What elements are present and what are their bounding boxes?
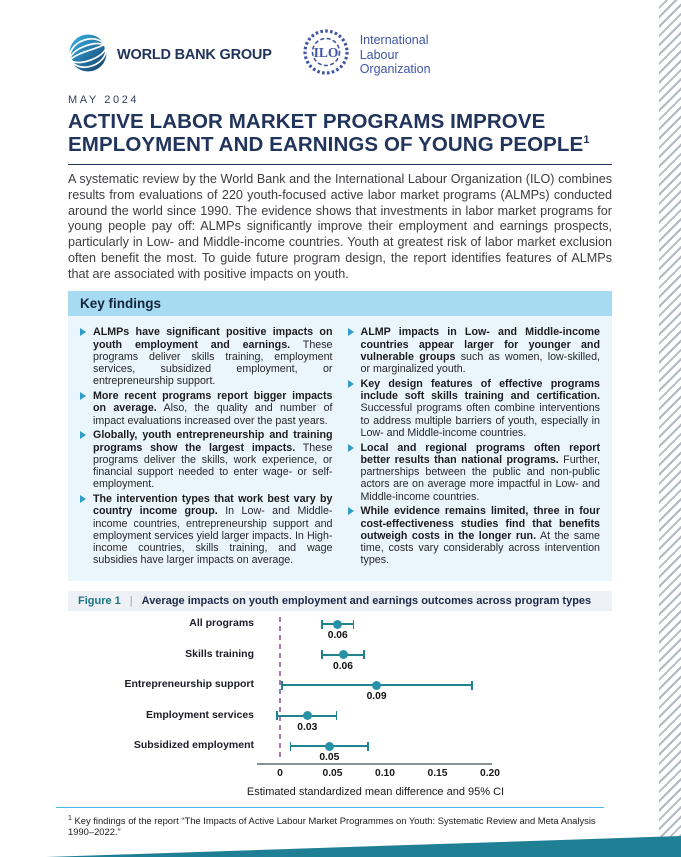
figure-caption-separator: |: [129, 595, 133, 608]
finding-lead: ALMP impacts in Low- and Middle-income countries appear larger for younger and vulnerable groups: [360, 326, 600, 363]
chart-value-label: 0.05: [319, 752, 340, 764]
chart-tick-label: 0.15: [427, 768, 448, 780]
world-bank-globe-icon: [68, 33, 108, 78]
finding-lead: The intervention types that work best vary by country income group.: [93, 493, 333, 518]
figure-number: Figure 1: [78, 595, 121, 608]
footnote-divider: [56, 807, 604, 808]
bullet-arrow-icon: [348, 444, 354, 452]
chart-ci-cap: [353, 620, 355, 629]
key-findings-right-column: [348, 326, 601, 569]
finding-body: These programs deliver skills training, employment services, subsidized employment, or entrepreneurship support.: [93, 338, 333, 388]
chart-point: [339, 650, 348, 659]
figure-caption-bar: [68, 591, 612, 611]
finding-lead: Local and regional programs often report better results than national programs.: [360, 441, 600, 466]
chart-tick-label: 0.10: [374, 768, 396, 780]
chart-point: [372, 681, 381, 690]
bullet-arrow-icon: [80, 431, 86, 439]
footnote-text: Key findings of the report “The Impacts of Active Labour Market Programmes on Youth: Systematic Review and Meta Analysis 1990–2022.”: [68, 815, 596, 838]
finding-item: [348, 442, 601, 503]
figure-section: [68, 591, 612, 803]
finding-lead: ALMPs have significant positive impacts on youth employment and earnings.: [93, 326, 333, 351]
finding-lead: While evidence remains limited, three in four cost-effectiveness studies find that benefits outweigh costs in the longer run.: [360, 505, 600, 542]
chart-point: [333, 620, 342, 629]
chart-value-label: 0.06: [327, 630, 348, 642]
page-title: [68, 111, 612, 157]
ilo-monogram: ILO: [313, 44, 339, 60]
chart-point: [325, 742, 334, 751]
chart-category-label: All programs: [189, 617, 254, 630]
ilo-wordmark-line: Labour: [359, 47, 399, 62]
chart-ci-cap: [367, 742, 369, 751]
title-footnote-marker: 1: [583, 134, 590, 147]
bullet-arrow-icon: [348, 507, 354, 515]
chart-value-label: 0.09: [366, 691, 387, 703]
finding-body: Further, partnerships between the public and non-public actors are on average more impactful in Low- and Middle-income countries.: [360, 453, 601, 503]
bullet-arrow-icon: [348, 328, 354, 336]
finding-body: such as women, low-skilled, or marginalized youth.: [360, 350, 600, 376]
finding-body: Successful programs often combine interventions to address multiple barriers of youth, especially in Low- and Middle-income countries.: [360, 402, 600, 439]
chart-tick-label: 0.05: [322, 768, 343, 780]
publication-date: MAY 2024: [68, 94, 140, 106]
chart-value-label: 0.06: [332, 660, 354, 672]
key-findings-section: [68, 291, 612, 581]
header: [68, 0, 612, 82]
footnote-marker: 1: [68, 815, 72, 823]
ilo-wordmark-line: Organization: [359, 62, 431, 77]
finding-body: These programs deliver the skills, work experience, or financial support needed to enter wage- or self-employment.: [93, 441, 333, 491]
finding-body: Also, the quality and number of impact evaluations increased over the past years.: [93, 402, 333, 427]
title-line-2: EMPLOYMENT AND EARNINGS OF YOUNG PEOPLE: [68, 132, 584, 156]
chart-category-label: Employment services: [146, 708, 254, 721]
finding-item: [80, 326, 333, 387]
chart-category-label: Subsidized employment: [133, 739, 254, 752]
chart-ci-cap: [321, 620, 323, 629]
figure-chart: [68, 613, 612, 803]
chart-ci-cap: [321, 650, 323, 659]
right-edge-stripe-decoration: [659, 0, 681, 838]
chart-ci-cap: [276, 711, 278, 720]
chart-tick-label: 0: [277, 768, 283, 780]
finding-item: [348, 505, 601, 566]
intro-paragraph: A systematic review by the World Bank and the International Labour Organization (ILO) combines results from evaluations of 220 youth-focused active labor market programs (ALMPs) conducted around the world since 1990. The evidence shows that investments in labor market programs for young people pay off: ALMPs significantly improve their employment and earnings prospects, particularly in Low- and Middle-income countries. Youth at greatest risk of labor market exclusion often benefit the most. To guide future program design, the report identifies features of ALMPs that are associated with positive impacts on youth.: [68, 171, 612, 281]
finding-item: [348, 378, 601, 439]
chart-ci-cap: [281, 681, 283, 690]
figure-caption: Average impacts on youth employment and earnings outcomes across program types: [141, 595, 592, 608]
chart-ci-cap: [336, 711, 338, 720]
key-findings-heading: Key findings: [68, 291, 612, 316]
finding-body: At the same time, costs vary considerably across intervention types.: [360, 529, 600, 567]
bottom-wedge-decoration: [0, 833, 681, 857]
finding-item: [348, 326, 601, 375]
finding-lead: Key design features of effective programs include soft skills training and certification.: [360, 377, 600, 403]
bullet-arrow-icon: [348, 380, 354, 388]
chart-axis-title: Estimated standardized mean difference and 95% CI: [246, 786, 505, 799]
ilo-emblem-icon: [302, 29, 350, 82]
finding-body: In Low- and Middle-income countries, entrepreneurship support and employment services yield larger impacts. In High-income countries, skills training, and wage subsidies have larger impacts on average.: [93, 505, 333, 567]
finding-item: [80, 429, 333, 490]
title-line-1: ACTIVE LABOR MARKET PROGRAMS IMPROVE: [68, 110, 546, 133]
finding-lead: Globally, youth entrepreneurship and training programs show the largest impacts.: [93, 429, 333, 454]
bullet-arrow-icon: [80, 495, 86, 503]
finding-item: [80, 493, 333, 567]
chart-value-label: 0.03: [297, 721, 318, 733]
ilo-logo: [302, 29, 431, 82]
page-content: [68, 0, 612, 837]
ilo-wordmark: [360, 33, 431, 77]
bullet-arrow-icon: [80, 392, 86, 400]
chart-category-label: Skills training: [185, 647, 254, 660]
key-findings-left-column: [80, 326, 333, 569]
title-divider: [68, 164, 612, 165]
chart-ci-cap: [363, 650, 365, 659]
finding-lead: More recent programs report bigger impacts on average.: [93, 390, 333, 415]
world-bank-wordmark: WORLD BANK GROUP: [117, 47, 272, 63]
chart-ci-cap: [290, 742, 292, 751]
chart-tick-label: 0.20: [479, 768, 501, 780]
chart-category-label: Entrepreneurship support: [124, 678, 254, 691]
key-findings-body: [68, 316, 612, 581]
chart-ci-cap: [471, 681, 473, 690]
world-bank-logo: [68, 33, 272, 78]
bullet-arrow-icon: [80, 328, 86, 336]
ilo-wordmark-line: International: [359, 32, 429, 47]
finding-item: [80, 390, 333, 427]
chart-axis-line: [257, 763, 492, 765]
chart-point: [303, 711, 312, 720]
